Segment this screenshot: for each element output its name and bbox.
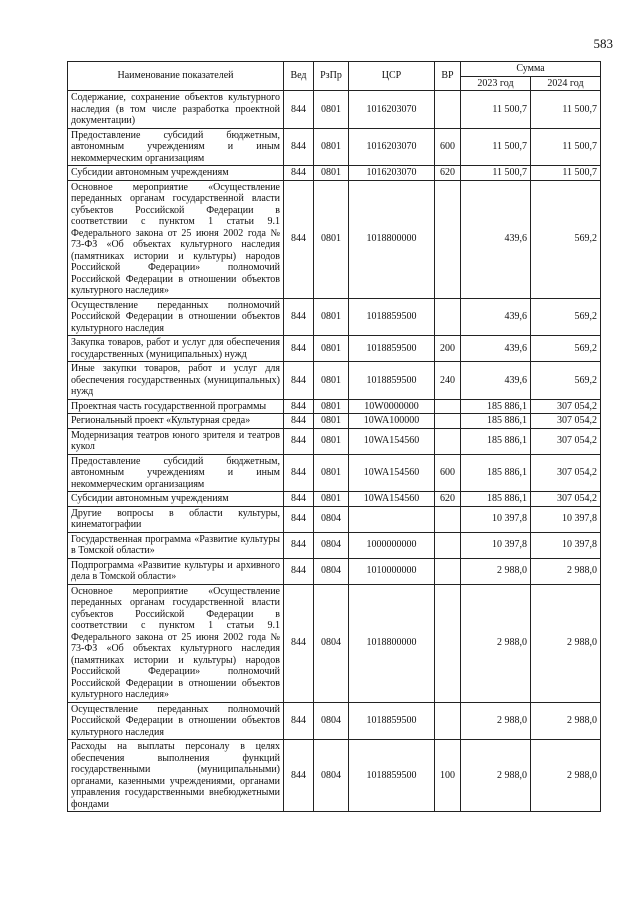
table-row	[68, 454, 601, 492]
cell-sum-2023: 439,6	[461, 336, 531, 362]
table-header	[68, 62, 601, 91]
cell-csr: 10WA100000	[349, 414, 435, 429]
cell-name: Региональный проект «Культурная среда»	[68, 414, 284, 429]
cell-rzpr: 0801	[314, 414, 349, 429]
page-number: 583	[593, 36, 613, 51]
cell-ved: 844	[284, 298, 314, 336]
cell-vr	[435, 584, 461, 702]
cell-csr: 1018859500	[349, 740, 435, 812]
cell-ved: 844	[284, 506, 314, 532]
cell-sum-2023: 11 500,7	[461, 91, 531, 129]
cell-vr: 620	[435, 166, 461, 181]
cell-name: Субсидии автономным учреждениям	[68, 492, 284, 507]
cell-csr: 1018859500	[349, 336, 435, 362]
cell-sum-2023: 439,6	[461, 362, 531, 400]
cell-csr: 10WA154560	[349, 492, 435, 507]
cell-sum-2023: 185 886,1	[461, 454, 531, 492]
cell-vr	[435, 180, 461, 298]
cell-sum-2024: 569,2	[531, 298, 601, 336]
cell-ved: 844	[284, 532, 314, 558]
cell-vr	[435, 298, 461, 336]
cell-name: Проектная часть государственной программы	[68, 399, 284, 414]
cell-sum-2023: 11 500,7	[461, 128, 531, 166]
cell-sum-2024: 307 054,2	[531, 399, 601, 414]
cell-ved: 844	[284, 454, 314, 492]
header-rzpr: РзПр	[314, 62, 349, 91]
table-row	[68, 558, 601, 584]
cell-sum-2023: 439,6	[461, 180, 531, 298]
cell-ved: 844	[284, 428, 314, 454]
cell-ved: 844	[284, 492, 314, 507]
table-row	[68, 532, 601, 558]
table-row	[68, 128, 601, 166]
header-ved: Вед	[284, 62, 314, 91]
cell-csr: 1018859500	[349, 702, 435, 740]
cell-ved: 844	[284, 336, 314, 362]
cell-sum-2024: 307 054,2	[531, 454, 601, 492]
header-year-2024: 2024 год	[531, 76, 601, 91]
cell-name: Предоставление субсидий бюджетным, автономным учреждениям и иным некоммерческим организациям	[68, 128, 284, 166]
cell-sum-2024: 11 500,7	[531, 128, 601, 166]
cell-vr	[435, 558, 461, 584]
cell-vr	[435, 428, 461, 454]
cell-sum-2023: 10 397,8	[461, 506, 531, 532]
cell-ved: 844	[284, 180, 314, 298]
cell-ved: 844	[284, 399, 314, 414]
cell-rzpr: 0801	[314, 336, 349, 362]
table-row	[68, 362, 601, 400]
cell-vr: 600	[435, 454, 461, 492]
cell-sum-2024: 307 054,2	[531, 414, 601, 429]
table-row	[68, 428, 601, 454]
cell-rzpr: 0801	[314, 362, 349, 400]
cell-vr	[435, 91, 461, 129]
cell-csr: 1010000000	[349, 558, 435, 584]
cell-name: Основное мероприятие «Осуществление переданных органам государственной власти субъектов Российской Федерации в соответствии с пунктом 1 статьи 9.1 Федерального закона от 25 июня 2002 года № 73-ФЗ «Об объектах культурного наследия (памятниках истории и культуры) народов Российской Федерации» полномочий Российской Федерации в отношении объектов культурного наследия»	[68, 180, 284, 298]
table-row	[68, 702, 601, 740]
table-row	[68, 740, 601, 812]
table-row	[68, 584, 601, 702]
cell-name: Осуществление переданных полномочий Российской Федерации в отношении объектов культурного наследия	[68, 298, 284, 336]
cell-rzpr: 0801	[314, 428, 349, 454]
cell-rzpr: 0801	[314, 454, 349, 492]
cell-sum-2024: 10 397,8	[531, 506, 601, 532]
cell-sum-2023: 2 988,0	[461, 702, 531, 740]
cell-rzpr: 0804	[314, 506, 349, 532]
cell-name: Содержание, сохранение объектов культурного наследия (в том числе разработка проектной документации)	[68, 91, 284, 129]
cell-sum-2024: 569,2	[531, 336, 601, 362]
cell-vr	[435, 414, 461, 429]
cell-sum-2023: 2 988,0	[461, 740, 531, 812]
cell-sum-2024: 2 988,0	[531, 558, 601, 584]
cell-name: Подпрограмма «Развитие культуры и архивного дела в Томской области»	[68, 558, 284, 584]
cell-csr: 1016203070	[349, 166, 435, 181]
table-row	[68, 298, 601, 336]
cell-vr	[435, 399, 461, 414]
table-row	[68, 506, 601, 532]
cell-csr	[349, 506, 435, 532]
cell-name: Закупка товаров, работ и услуг для обеспечения государственных (муниципальных) нужд	[68, 336, 284, 362]
cell-sum-2023: 185 886,1	[461, 492, 531, 507]
cell-sum-2023: 439,6	[461, 298, 531, 336]
cell-ved: 844	[284, 91, 314, 129]
header-year-2023: 2023 год	[461, 76, 531, 91]
cell-rzpr: 0801	[314, 91, 349, 129]
table-row	[68, 414, 601, 429]
table-row	[68, 91, 601, 129]
cell-csr: 1018800000	[349, 584, 435, 702]
cell-name: Другие вопросы в области культуры, кинематографии	[68, 506, 284, 532]
cell-sum-2024: 10 397,8	[531, 532, 601, 558]
cell-sum-2023: 2 988,0	[461, 558, 531, 584]
cell-ved: 844	[284, 740, 314, 812]
cell-name: Осуществление переданных полномочий Российской Федерации в отношении объектов культурного наследия	[68, 702, 284, 740]
cell-vr	[435, 702, 461, 740]
cell-csr: 10W0000000	[349, 399, 435, 414]
cell-rzpr: 0801	[314, 180, 349, 298]
cell-vr: 600	[435, 128, 461, 166]
budget-table	[67, 61, 601, 812]
cell-sum-2024: 2 988,0	[531, 584, 601, 702]
cell-csr: 1000000000	[349, 532, 435, 558]
cell-sum-2024: 307 054,2	[531, 492, 601, 507]
cell-rzpr: 0804	[314, 740, 349, 812]
cell-csr: 1016203070	[349, 91, 435, 129]
cell-vr	[435, 532, 461, 558]
cell-vr: 620	[435, 492, 461, 507]
cell-name: Основное мероприятие «Осуществление переданных органам государственной власти субъектов Российской Федерации в соответствии с пунктом 1 статьи 9.1 Федерального закона от 25 июня 2002 года № 73-ФЗ «Об объектах культурного наследия (памятниках истории и культуры) народов Российской Федерации» полномочий Российской Федерации в отношении объектов культурного наследия»	[68, 584, 284, 702]
cell-rzpr: 0804	[314, 558, 349, 584]
table-row	[68, 492, 601, 507]
cell-sum-2024: 569,2	[531, 362, 601, 400]
cell-sum-2023: 11 500,7	[461, 166, 531, 181]
cell-sum-2023: 185 886,1	[461, 428, 531, 454]
header-name: Наименование показателей	[68, 62, 284, 91]
header-sum: Сумма	[461, 62, 601, 77]
cell-name: Субсидии автономным учреждениям	[68, 166, 284, 181]
cell-name: Государственная программа «Развитие культуры в Томской области»	[68, 532, 284, 558]
header-csr: ЦСР	[349, 62, 435, 91]
cell-csr: 1018800000	[349, 180, 435, 298]
table-row	[68, 399, 601, 414]
cell-name: Расходы на выплаты персоналу в целях обеспечения выполнения функций государственными (муниципальными) органами, казенными учреждениями, органами управления государственными внебюджетными фондами	[68, 740, 284, 812]
cell-rzpr: 0801	[314, 128, 349, 166]
cell-sum-2024: 569,2	[531, 180, 601, 298]
cell-rzpr: 0801	[314, 298, 349, 336]
cell-ved: 844	[284, 702, 314, 740]
cell-ved: 844	[284, 166, 314, 181]
cell-rzpr: 0801	[314, 166, 349, 181]
cell-rzpr: 0804	[314, 532, 349, 558]
cell-rzpr: 0804	[314, 702, 349, 740]
cell-sum-2024: 2 988,0	[531, 740, 601, 812]
cell-vr: 200	[435, 336, 461, 362]
cell-csr: 10WA154560	[349, 454, 435, 492]
cell-ved: 844	[284, 558, 314, 584]
cell-rzpr: 0804	[314, 584, 349, 702]
cell-vr	[435, 506, 461, 532]
cell-sum-2024: 11 500,7	[531, 166, 601, 181]
table-row	[68, 166, 601, 181]
cell-sum-2023: 10 397,8	[461, 532, 531, 558]
cell-csr: 10WA154560	[349, 428, 435, 454]
cell-ved: 844	[284, 362, 314, 400]
cell-rzpr: 0801	[314, 492, 349, 507]
cell-ved: 844	[284, 584, 314, 702]
cell-sum-2024: 2 988,0	[531, 702, 601, 740]
cell-csr: 1016203070	[349, 128, 435, 166]
cell-rzpr: 0801	[314, 399, 349, 414]
cell-ved: 844	[284, 128, 314, 166]
cell-vr: 240	[435, 362, 461, 400]
cell-sum-2023: 185 886,1	[461, 414, 531, 429]
header-vr: ВР	[435, 62, 461, 91]
cell-sum-2023: 185 886,1	[461, 399, 531, 414]
cell-vr: 100	[435, 740, 461, 812]
cell-csr: 1018859500	[349, 362, 435, 400]
cell-name: Модернизация театров юного зрителя и театров кукол	[68, 428, 284, 454]
cell-sum-2024: 307 054,2	[531, 428, 601, 454]
cell-name: Предоставление субсидий бюджетным, автономным учреждениям и иным некоммерческим организациям	[68, 454, 284, 492]
cell-name: Иные закупки товаров, работ и услуг для обеспечения государственных (муниципальных) нужд	[68, 362, 284, 400]
table-body	[68, 91, 601, 812]
cell-sum-2024: 11 500,7	[531, 91, 601, 129]
table-row	[68, 336, 601, 362]
cell-ved: 844	[284, 414, 314, 429]
cell-sum-2023: 2 988,0	[461, 584, 531, 702]
cell-csr: 1018859500	[349, 298, 435, 336]
table-row	[68, 180, 601, 298]
